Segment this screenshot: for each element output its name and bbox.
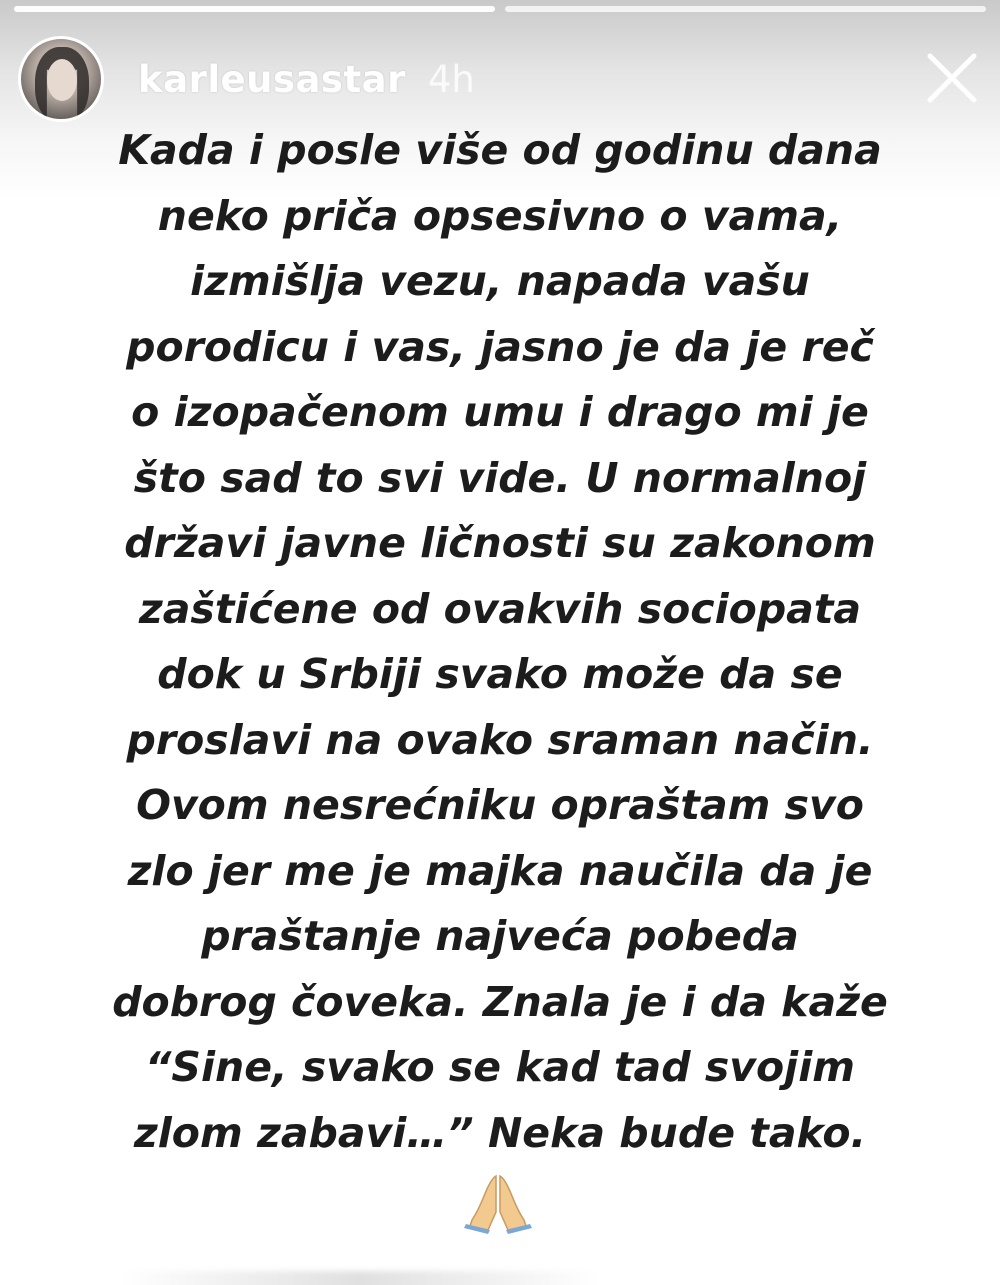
story-header: [18, 36, 980, 122]
message-line: Ovom nesrećniku opraštam svo: [136, 781, 864, 829]
message-line: državi javne ličnosti su zakonom: [124, 519, 876, 567]
message-line: dobrog čoveka. Znala je i da kaže: [112, 977, 888, 1026]
message-line: porodicu i vas, jasno je da je reč: [126, 322, 874, 371]
message-line: što sad to svi vide. U normalnoj: [133, 453, 867, 502]
message-line: dok u Srbiji svako može da se: [157, 650, 843, 698]
message-line: zaštićene od ovakvih sociopata: [138, 584, 862, 633]
username[interactable]: karleusastar: [138, 57, 406, 101]
progress-segment: [14, 6, 495, 12]
message-line: izmišlja vezu, napada vašu: [190, 257, 810, 305]
timestamp: 4h: [427, 57, 475, 101]
folded-hands-icon: [462, 1172, 534, 1234]
message-line: zlo jer me je majka naučila da je: [127, 846, 873, 895]
message-line: Kada i posle više od godinu dana: [118, 126, 882, 174]
message-line: proslavi na ovako sraman način.: [126, 715, 874, 764]
avatar[interactable]: [18, 36, 104, 122]
cropped-footer: [120, 1271, 600, 1285]
message-line: neko priča opsesivno o vama,: [157, 191, 843, 240]
progress-segment: [505, 6, 986, 12]
story-progress-bar: [14, 6, 986, 12]
message-line: o izopačenom umu i drago mi je: [131, 388, 869, 436]
close-icon[interactable]: [924, 50, 980, 106]
story-message: [30, 118, 970, 1166]
message-line: “Sine, svako se kad tad svojim: [145, 1043, 855, 1091]
message-line: praštanje najveća pobeda: [201, 912, 799, 960]
message-line: zlom zabavi…” Neka bude tako.: [133, 1108, 867, 1157]
